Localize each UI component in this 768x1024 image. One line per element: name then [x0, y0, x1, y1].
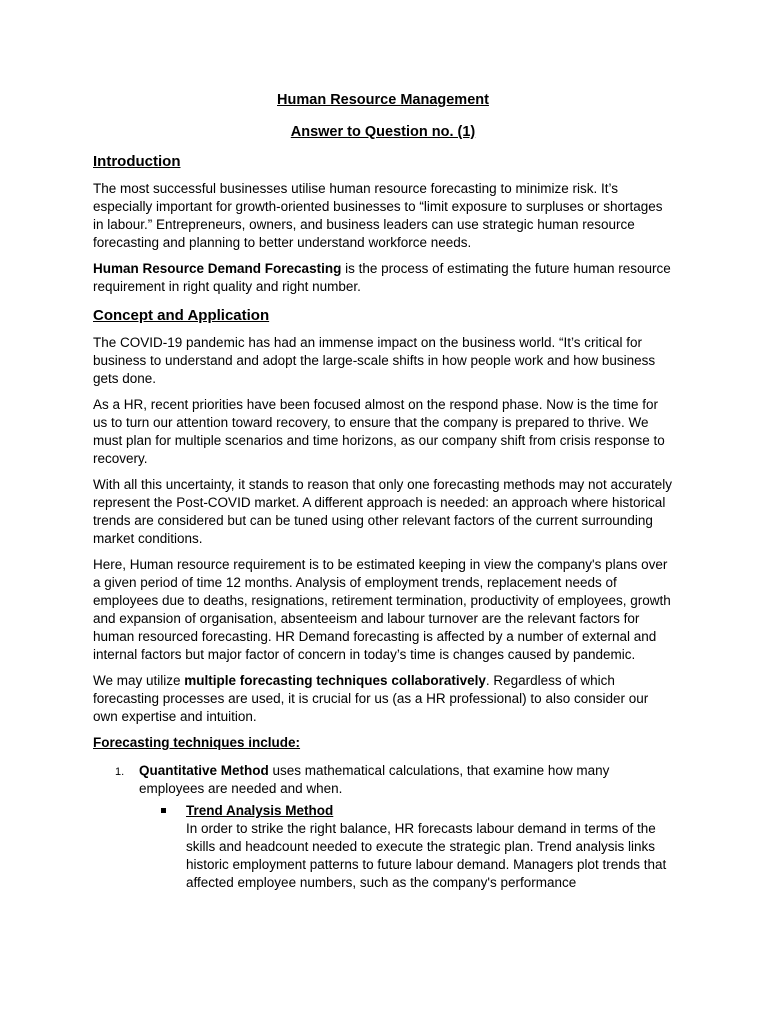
concept-paragraph-4: Here, Human resource requirement is to be estimated keeping in view the company's plans over a given period of time 12 months. Analysis of employment trends, replacement needs of employees due to deaths, resignations, retirement termination, productivity of employees, growth and expansion of organisation, absenteeism and labour turnover are the relevant factors for human resourced forecasting. HR Demand forecasting is affected by a number of external and internal factors but major factor of concern in today’s time is changes caused by pandemic. [93, 557, 671, 662]
quantitative-method-text: uses mathematical calculations, that examine how many employees are needed and when. [139, 763, 610, 796]
hr-demand-forecasting-definition: is the process of estimating the future human resource requirement in right quality and right number. [93, 261, 671, 294]
trend-analysis-text: In order to strike the right balance, HR forecasts labour demand in terms of the skills and headcount needed to execute the strategic plan. Trend analysis links historic employment patterns to future labour demand. Managers plot trends that affected employee numbers, such as the company's performance [186, 821, 667, 890]
introduction-paragraph-1: The most successful businesses utilise human resource forecasting to minimize risk. It’s especially important for growth-oriented businesses to “limit exposure to surpluses or shortages in labour.” Entrepreneurs, owners, and business leaders can use strategic human resource forecasting and planning to better understand workforce needs. [93, 181, 663, 250]
document-subtitle: Answer to Question no. (1) [290, 124, 476, 140]
quantitative-method-title: Quantitative Method [139, 763, 269, 778]
hr-demand-forecasting-term: Human Resource Demand Forecasting [93, 261, 342, 276]
list-item [93, 762, 673, 892]
square-bullet-icon [161, 808, 166, 813]
quantitative-subitems [139, 802, 673, 892]
concept-paragraph-1: The COVID-19 pandemic has had an immense impact on the business world. “It’s critical for business to understand and adopt the large-scale shifts in how people work and how business gets done. [93, 335, 656, 386]
introduction-heading: Introduction [93, 153, 181, 170]
trend-analysis-title: Trend Analysis Method [186, 803, 334, 818]
concept-paragraph-2: As a HR, recent priorities have been focused almost on the respond phase. Now is the time for us to turn our attention toward recovery, to ensure that the company is prepared to thrive. We must plan for multiple scenarios and time horizons, as our company shift from crisis response to recovery. [93, 397, 665, 466]
techniques-heading: Forecasting techniques include: [93, 735, 301, 750]
concept-heading: Concept and Application [93, 307, 270, 324]
document-title: Human Resource Management [277, 92, 489, 108]
concept-p5-rest: . Regardless of which forecasting processes are used, it is crucial for us (as a HR professional) to also consider our own expertise and intuition. [93, 673, 649, 724]
list-item [139, 802, 673, 892]
concept-p5-start: We may utilize [93, 673, 185, 688]
concept-p5-bold: multiple forecasting techniques collaboratively [184, 673, 486, 688]
techniques-list [93, 762, 673, 892]
introduction-paragraph-2 [93, 260, 673, 296]
concept-paragraph-3: With all this uncertainty, it stands to reason that only one forecasting methods may not accurately represent the Post-COVID market. A different approach is needed: an approach where historical trends are considered but can be tuned using other relevant factors of the current surrounding market conditions. [93, 477, 673, 546]
document-page [93, 80, 673, 892]
concept-paragraph-5 [93, 672, 673, 726]
list-item-number: 1. [115, 766, 125, 778]
